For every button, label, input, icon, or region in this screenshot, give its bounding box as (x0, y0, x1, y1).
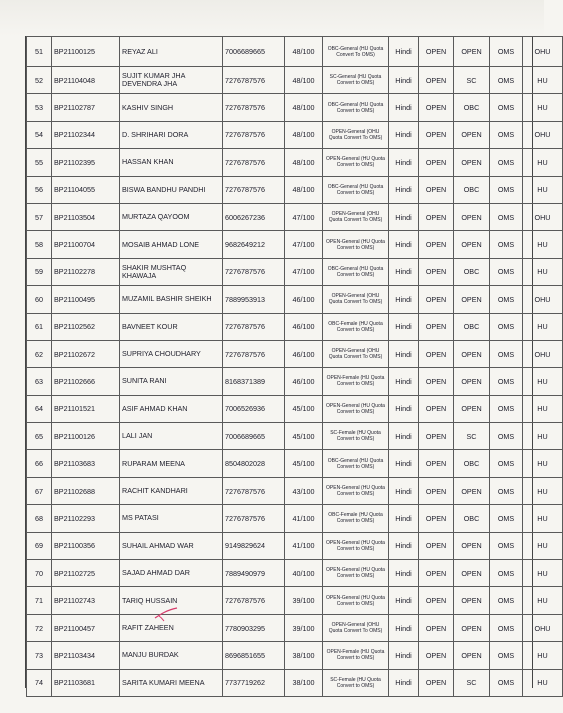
mobile-number-cell: 7276787576 (223, 258, 285, 285)
result-cell: OHU (523, 37, 563, 67)
language-cell: Hindi (389, 231, 419, 258)
sub-category-cell: OBC (454, 94, 490, 121)
application-number-cell: BP21100356 (52, 532, 120, 559)
language-cell: Hindi (389, 149, 419, 176)
serial-number-cell: 69 (27, 532, 52, 559)
result-cell: OHU (523, 286, 563, 313)
candidate-name-cell: TARIQ HUSSAIN (120, 587, 223, 614)
mobile-number-cell: 7276787576 (223, 587, 285, 614)
mobile-number-cell: 7737719262 (223, 669, 285, 696)
table-row (27, 258, 563, 285)
category-cell: OPEN (419, 477, 454, 504)
sub-category-cell: OPEN (454, 395, 490, 422)
quota-description-cell: OPEN-General (OHU Quota Convert To OMS) (323, 340, 389, 367)
candidate-name-cell: MS PATASI (120, 505, 223, 532)
sub-category-cell: OBC (454, 450, 490, 477)
application-number-cell: BP21103683 (52, 450, 120, 477)
table-row (27, 450, 563, 477)
sub-category-cell: OPEN (454, 532, 490, 559)
serial-number-cell: 73 (27, 642, 52, 669)
mobile-number-cell: 7006689665 (223, 37, 285, 67)
category-cell: OPEN (419, 258, 454, 285)
language-cell: Hindi (389, 505, 419, 532)
marks-cell: 48/100 (285, 121, 323, 148)
candidate-name-cell: SHAKIR MUSHTAQ KHAWAJA (120, 258, 223, 285)
serial-number-cell: 59 (27, 258, 52, 285)
mobile-number-cell: 7276787576 (223, 94, 285, 121)
application-number-cell: BP21100457 (52, 614, 120, 641)
handwritten-tick-mark (153, 606, 179, 622)
selected-quota-cell: OMS (490, 614, 523, 641)
marks-cell: 48/100 (285, 94, 323, 121)
result-cell: OHU (523, 121, 563, 148)
serial-number-cell: 60 (27, 286, 52, 313)
marks-cell: 39/100 (285, 614, 323, 641)
quota-description-cell: OPEN-General (HU Quota Convert to OMS) (323, 477, 389, 504)
language-cell: Hindi (389, 176, 419, 203)
quota-description-cell: OPEN-General (OHU Quota Convert To OMS) (323, 614, 389, 641)
category-cell: OPEN (419, 176, 454, 203)
sub-category-cell: OPEN (454, 642, 490, 669)
marks-cell: 45/100 (285, 395, 323, 422)
candidate-name-cell: MURTAZA QAYOOM (120, 203, 223, 230)
candidate-name-cell: SAJAD AHMAD DAR (120, 560, 223, 587)
quota-description-cell: OPEN-General (HU Quota Convert to OMS) (323, 149, 389, 176)
marks-cell: 47/100 (285, 231, 323, 258)
quota-description-cell: OPEN-General (HU Quota Convert to OMS) (323, 231, 389, 258)
quota-description-cell: OBC-Female (HU Quota Convert to OMS) (323, 313, 389, 340)
sub-category-cell: OPEN (454, 231, 490, 258)
marks-cell: 46/100 (285, 368, 323, 395)
application-number-cell: BP21103504 (52, 203, 120, 230)
candidate-name-cell: SUPRIYA CHOUDHARY (120, 340, 223, 367)
sub-category-cell: SC (454, 669, 490, 696)
selected-quota-cell: OMS (490, 94, 523, 121)
language-cell: Hindi (389, 121, 419, 148)
selected-quota-cell: OMS (490, 67, 523, 94)
quota-description-cell: OBC-General (HU Quota Convert to OMS) (323, 450, 389, 477)
marks-cell: 48/100 (285, 149, 323, 176)
table-row (27, 203, 563, 230)
quota-description-cell: SC-Female (HU Quota Convert to OMS) (323, 423, 389, 450)
table-body (27, 37, 563, 697)
language-cell: Hindi (389, 37, 419, 67)
candidate-name-cell: REYAZ ALI (120, 37, 223, 67)
selected-quota-cell: OMS (490, 477, 523, 504)
selected-quota-cell: OMS (490, 505, 523, 532)
result-cell: HU (523, 423, 563, 450)
result-cell: HU (523, 231, 563, 258)
serial-number-cell: 74 (27, 669, 52, 696)
candidate-name-cell: HASSAN KHAN (120, 149, 223, 176)
mobile-number-cell: 7780903295 (223, 614, 285, 641)
result-cell: OHU (523, 340, 563, 367)
sub-category-cell: OPEN (454, 286, 490, 313)
selected-quota-cell: OMS (490, 340, 523, 367)
selected-quota-cell: OMS (490, 587, 523, 614)
candidate-name-cell: RUPARAM MEENA (120, 450, 223, 477)
language-cell: Hindi (389, 669, 419, 696)
category-cell: OPEN (419, 37, 454, 67)
application-number-cell: BP21104048 (52, 67, 120, 94)
quota-description-cell: OPEN-General (OHU Quota Convert To OMS) (323, 286, 389, 313)
mobile-number-cell: 7889490979 (223, 560, 285, 587)
language-cell: Hindi (389, 67, 419, 94)
candidate-name-cell: LALI JAN (120, 423, 223, 450)
serial-number-cell: 51 (27, 37, 52, 67)
merit-list-page (25, 36, 551, 689)
serial-number-cell: 70 (27, 560, 52, 587)
application-number-cell: BP21102278 (52, 258, 120, 285)
marks-cell: 39/100 (285, 587, 323, 614)
serial-number-cell: 63 (27, 368, 52, 395)
candidate-name-cell: RAFIT ZAHEEN (120, 614, 223, 641)
table-row (27, 37, 563, 67)
result-cell: HU (523, 313, 563, 340)
serial-number-cell: 57 (27, 203, 52, 230)
application-number-cell: BP21102344 (52, 121, 120, 148)
language-cell: Hindi (389, 477, 419, 504)
language-cell: Hindi (389, 203, 419, 230)
language-cell: Hindi (389, 286, 419, 313)
table-row (27, 67, 563, 94)
result-cell: HU (523, 642, 563, 669)
table-row (27, 642, 563, 669)
category-cell: OPEN (419, 450, 454, 477)
result-cell: HU (523, 258, 563, 285)
marks-cell: 48/100 (285, 176, 323, 203)
result-cell: HU (523, 505, 563, 532)
category-cell: OPEN (419, 642, 454, 669)
language-cell: Hindi (389, 532, 419, 559)
mobile-number-cell: 8168371389 (223, 368, 285, 395)
result-cell: HU (523, 368, 563, 395)
candidate-name-cell: KASHIV SINGH (120, 94, 223, 121)
quota-description-cell: OPEN-General (HU Quota Convert to OMS) (323, 395, 389, 422)
quota-description-cell: OBC-General (HU Quota Convert To OMS) (323, 37, 389, 67)
result-cell: HU (523, 149, 563, 176)
quota-description-cell: OPEN-General (HU Quota Convert to OMS) (323, 560, 389, 587)
serial-number-cell: 55 (27, 149, 52, 176)
category-cell: OPEN (419, 505, 454, 532)
sub-category-cell: OPEN (454, 37, 490, 67)
language-cell: Hindi (389, 614, 419, 641)
sub-category-cell: OBC (454, 258, 490, 285)
selected-quota-cell: OMS (490, 286, 523, 313)
table-row (27, 176, 563, 203)
quota-description-cell: OPEN-General (OHU Quota Convert To OMS) (323, 203, 389, 230)
candidate-name-cell: MOSAIB AHMAD LONE (120, 231, 223, 258)
application-number-cell: BP21102562 (52, 313, 120, 340)
serial-number-cell: 53 (27, 94, 52, 121)
result-cell: HU (523, 587, 563, 614)
serial-number-cell: 54 (27, 121, 52, 148)
result-cell: HU (523, 450, 563, 477)
result-cell: HU (523, 477, 563, 504)
serial-number-cell: 64 (27, 395, 52, 422)
sub-category-cell: SC (454, 423, 490, 450)
selected-quota-cell: OMS (490, 450, 523, 477)
marks-cell: 48/100 (285, 67, 323, 94)
result-cell: HU (523, 532, 563, 559)
application-number-cell: BP21103434 (52, 642, 120, 669)
quota-description-cell: OBC-General (HU Quota Convert to OMS) (323, 258, 389, 285)
category-cell: OPEN (419, 94, 454, 121)
mobile-number-cell: 7276787576 (223, 477, 285, 504)
mobile-number-cell: 8696851655 (223, 642, 285, 669)
table-row (27, 669, 563, 696)
candidate-name-cell: BAVNEET KOUR (120, 313, 223, 340)
selected-quota-cell: OMS (490, 313, 523, 340)
language-cell: Hindi (389, 94, 419, 121)
category-cell: OPEN (419, 560, 454, 587)
marks-cell: 46/100 (285, 313, 323, 340)
quota-description-cell: OBC-Female (HU Quota Convert to OMS) (323, 505, 389, 532)
category-cell: OPEN (419, 67, 454, 94)
language-cell: Hindi (389, 340, 419, 367)
category-cell: OPEN (419, 395, 454, 422)
sub-category-cell: SC (454, 67, 490, 94)
application-number-cell: BP21102787 (52, 94, 120, 121)
sub-category-cell: OBC (454, 176, 490, 203)
marks-cell: 41/100 (285, 532, 323, 559)
table-row (27, 505, 563, 532)
table-row (27, 423, 563, 450)
application-number-cell: BP21103681 (52, 669, 120, 696)
selected-quota-cell: OMS (490, 669, 523, 696)
mobile-number-cell: 7276787576 (223, 313, 285, 340)
table-row (27, 614, 563, 641)
result-cell: HU (523, 395, 563, 422)
merit-list-table (26, 36, 563, 697)
table-row (27, 94, 563, 121)
result-cell: HU (523, 669, 563, 696)
serial-number-cell: 61 (27, 313, 52, 340)
candidate-name-cell: BISWA BANDHU PANDHI (120, 176, 223, 203)
sub-category-cell: OBC (454, 505, 490, 532)
result-cell: HU (523, 67, 563, 94)
marks-cell: 46/100 (285, 340, 323, 367)
mobile-number-cell: 7276787576 (223, 149, 285, 176)
sub-category-cell: OPEN (454, 560, 490, 587)
table-row (27, 231, 563, 258)
serial-number-cell: 58 (27, 231, 52, 258)
result-cell: HU (523, 560, 563, 587)
serial-number-cell: 72 (27, 614, 52, 641)
serial-number-cell: 65 (27, 423, 52, 450)
serial-number-cell: 71 (27, 587, 52, 614)
candidate-name-cell: MANJU BURDAK (120, 642, 223, 669)
application-number-cell: BP21104055 (52, 176, 120, 203)
mobile-number-cell: 9682649212 (223, 231, 285, 258)
sub-category-cell: OPEN (454, 587, 490, 614)
language-cell: Hindi (389, 642, 419, 669)
scan-margin (0, 0, 544, 36)
sub-category-cell: OBC (454, 313, 490, 340)
quota-description-cell: OPEN-Female (HU Quota Convert to OMS) (323, 642, 389, 669)
category-cell: OPEN (419, 423, 454, 450)
quota-description-cell: OBC-General (HU Quota Convert to OMS) (323, 94, 389, 121)
application-number-cell: BP21100495 (52, 286, 120, 313)
selected-quota-cell: OMS (490, 149, 523, 176)
table-row (27, 395, 563, 422)
table-row (27, 121, 563, 148)
serial-number-cell: 67 (27, 477, 52, 504)
selected-quota-cell: OMS (490, 37, 523, 67)
application-number-cell: BP21100704 (52, 231, 120, 258)
result-cell: HU (523, 94, 563, 121)
mobile-number-cell: 7276787576 (223, 505, 285, 532)
category-cell: OPEN (419, 340, 454, 367)
category-cell: OPEN (419, 532, 454, 559)
application-number-cell: BP21102395 (52, 149, 120, 176)
marks-cell: 47/100 (285, 203, 323, 230)
mobile-number-cell: 7276787576 (223, 67, 285, 94)
table-row (27, 587, 563, 614)
serial-number-cell: 68 (27, 505, 52, 532)
quota-description-cell: OPEN-General (HU Quota Convert to OMS) (323, 587, 389, 614)
selected-quota-cell: OMS (490, 121, 523, 148)
selected-quota-cell: OMS (490, 258, 523, 285)
selected-quota-cell: OMS (490, 203, 523, 230)
table-row (27, 313, 563, 340)
table-row (27, 532, 563, 559)
sub-category-cell: OPEN (454, 203, 490, 230)
marks-cell: 48/100 (285, 37, 323, 67)
sub-category-cell: OPEN (454, 614, 490, 641)
category-cell: OPEN (419, 286, 454, 313)
mobile-number-cell: 7006689665 (223, 423, 285, 450)
mobile-number-cell: 8504802028 (223, 450, 285, 477)
category-cell: OPEN (419, 203, 454, 230)
result-cell: OHU (523, 614, 563, 641)
category-cell: OPEN (419, 368, 454, 395)
category-cell: OPEN (419, 614, 454, 641)
table-row (27, 368, 563, 395)
result-cell: OHU (523, 203, 563, 230)
sub-category-cell: OPEN (454, 477, 490, 504)
candidate-name-cell: SARITA KUMARI MEENA (120, 669, 223, 696)
serial-number-cell: 62 (27, 340, 52, 367)
selected-quota-cell: OMS (490, 231, 523, 258)
selected-quota-cell: OMS (490, 642, 523, 669)
language-cell: Hindi (389, 560, 419, 587)
candidate-name-cell: SUJIT KUMAR JHA DEVENDRA JHA (120, 67, 223, 94)
selected-quota-cell: OMS (490, 368, 523, 395)
sub-category-cell: OPEN (454, 149, 490, 176)
marks-cell: 43/100 (285, 477, 323, 504)
application-number-cell: BP21102293 (52, 505, 120, 532)
quota-description-cell: OPEN-General (HU Quota Convert to OMS) (323, 532, 389, 559)
candidate-name-cell: D. SHRIHARI DORA (120, 121, 223, 148)
selected-quota-cell: OMS (490, 423, 523, 450)
language-cell: Hindi (389, 587, 419, 614)
application-number-cell: BP21102666 (52, 368, 120, 395)
candidate-name-cell: ASIF AHMAD KHAN (120, 395, 223, 422)
candidate-name-cell: MUZAMIL BASHIR SHEIKH (120, 286, 223, 313)
quota-description-cell: OBC-General (HU Quota Convert to OMS) (323, 176, 389, 203)
table-row (27, 477, 563, 504)
category-cell: OPEN (419, 149, 454, 176)
language-cell: Hindi (389, 258, 419, 285)
quota-description-cell: OPEN-General (OHU Quota Convert To OMS) (323, 121, 389, 148)
marks-cell: 45/100 (285, 423, 323, 450)
application-number-cell: BP21102725 (52, 560, 120, 587)
marks-cell: 38/100 (285, 642, 323, 669)
language-cell: Hindi (389, 450, 419, 477)
marks-cell: 41/100 (285, 505, 323, 532)
application-number-cell: BP21102672 (52, 340, 120, 367)
language-cell: Hindi (389, 423, 419, 450)
application-number-cell: BP21101521 (52, 395, 120, 422)
category-cell: OPEN (419, 587, 454, 614)
quota-description-cell: OPEN-Female (HU Quota Convert to OMS) (323, 368, 389, 395)
mobile-number-cell: 7276787576 (223, 176, 285, 203)
quota-description-cell: SC-Female (HU Quota Convert to OMS) (323, 669, 389, 696)
mobile-number-cell: 9149829624 (223, 532, 285, 559)
marks-cell: 40/100 (285, 560, 323, 587)
candidate-name-cell: SUNITA RANI (120, 368, 223, 395)
category-cell: OPEN (419, 313, 454, 340)
mobile-number-cell: 7276787576 (223, 340, 285, 367)
table-row (27, 286, 563, 313)
selected-quota-cell: OMS (490, 560, 523, 587)
table-row (27, 560, 563, 587)
table-row (27, 340, 563, 367)
result-cell: HU (523, 176, 563, 203)
language-cell: Hindi (389, 313, 419, 340)
mobile-number-cell: 7006526936 (223, 395, 285, 422)
application-number-cell: BP21100126 (52, 423, 120, 450)
language-cell: Hindi (389, 368, 419, 395)
application-number-cell: BP21102743 (52, 587, 120, 614)
sub-category-cell: OPEN (454, 121, 490, 148)
marks-cell: 38/100 (285, 669, 323, 696)
serial-number-cell: 52 (27, 67, 52, 94)
application-number-cell: BP21100125 (52, 37, 120, 67)
quota-description-cell: SC-General (HU Quota Convert to OMS) (323, 67, 389, 94)
serial-number-cell: 56 (27, 176, 52, 203)
language-cell: Hindi (389, 395, 419, 422)
selected-quota-cell: OMS (490, 532, 523, 559)
category-cell: OPEN (419, 669, 454, 696)
mobile-number-cell: 6006267236 (223, 203, 285, 230)
serial-number-cell: 66 (27, 450, 52, 477)
marks-cell: 47/100 (285, 258, 323, 285)
selected-quota-cell: OMS (490, 395, 523, 422)
sub-category-cell: OPEN (454, 340, 490, 367)
category-cell: OPEN (419, 231, 454, 258)
selected-quota-cell: OMS (490, 176, 523, 203)
sub-category-cell: OPEN (454, 368, 490, 395)
mobile-number-cell: 7276787576 (223, 121, 285, 148)
application-number-cell: BP21102688 (52, 477, 120, 504)
candidate-name-cell: SUHAIL AHMAD WAR (120, 532, 223, 559)
candidate-name-cell: RACHIT KANDHARI (120, 477, 223, 504)
table-row (27, 149, 563, 176)
mobile-number-cell: 7889953913 (223, 286, 285, 313)
marks-cell: 46/100 (285, 286, 323, 313)
category-cell: OPEN (419, 121, 454, 148)
marks-cell: 45/100 (285, 450, 323, 477)
